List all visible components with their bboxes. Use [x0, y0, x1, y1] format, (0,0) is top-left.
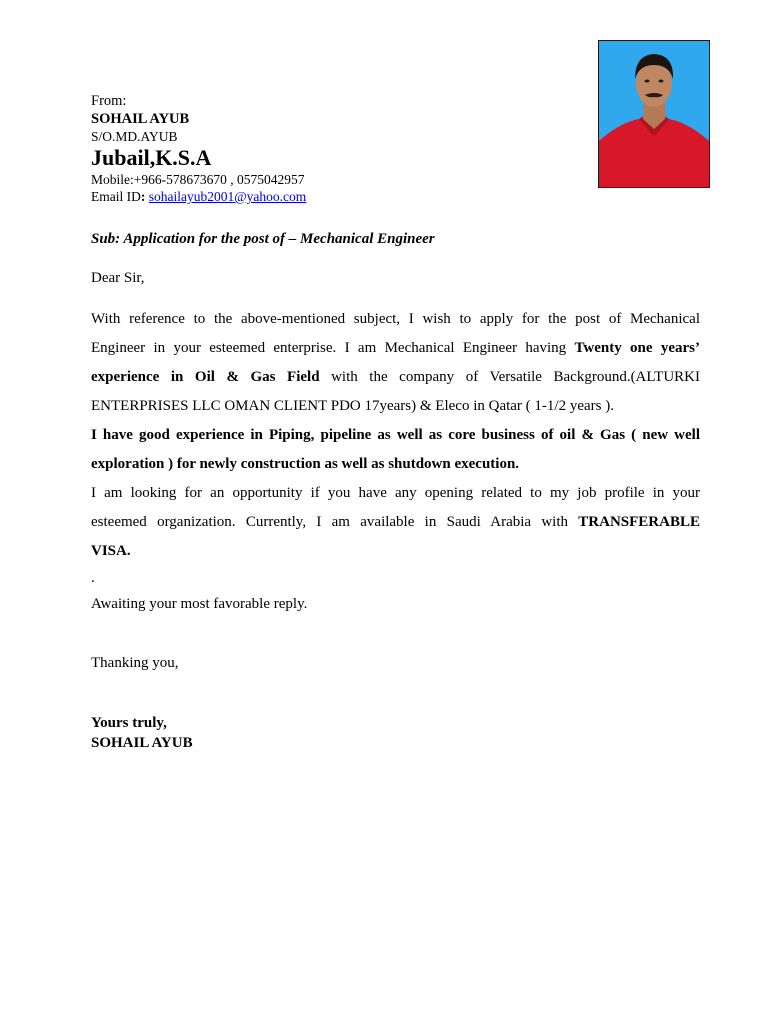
body-line: With reference to the above-mentioned subject, I wish to apply for the post of Mechanical	[91, 311, 700, 327]
dot-separator: .	[91, 570, 95, 586]
body-line	[91, 363, 700, 392]
letter-body	[91, 305, 700, 566]
body-line: I am looking for an opportunity if you have any opening related to my job profile in your	[91, 485, 700, 501]
body-line	[91, 508, 700, 537]
sender-address-block	[91, 92, 571, 205]
sender-parent: S/O.MD.AYUB	[91, 129, 178, 144]
awaiting-line: Awaiting your most favorable reply.	[91, 596, 308, 612]
email-colon: :	[140, 189, 149, 204]
salutation: Dear Sir,	[91, 270, 145, 286]
sender-name: SOHAIL AYUB	[91, 111, 190, 127]
body-line-bold: I have good experience in Piping, pipeline as well as core business of oil & Gas ( new well	[91, 427, 700, 443]
thanking-line: Thanking you,	[91, 655, 179, 671]
body-line: ENTERPRISES LLC OMAN CLIENT PDO 17years) & Eleco in Qatar ( 1-1/2 years ).	[91, 398, 614, 414]
sender-city: Jubail,K.S.A	[91, 145, 212, 170]
email-label: Email ID	[91, 189, 141, 204]
portrait-image	[599, 41, 709, 187]
body-line-bold: VISA.	[91, 543, 131, 559]
subject-line: Sub: Application for the post of – Mechanical Engineer	[91, 231, 435, 247]
body-text-segment: esteemed organization. Currently, I am available in Saudi Arabia with	[91, 514, 579, 530]
closing-name: SOHAIL AYUB	[91, 735, 193, 751]
body-text-bold: TRANSFERABLE	[578, 514, 700, 530]
closing-regards: Yours truly,	[91, 715, 167, 731]
from-label: From:	[91, 93, 127, 109]
body-text-bold: experience in Oil & Gas Field	[91, 369, 320, 385]
profile-photo	[598, 40, 710, 188]
body-line-bold: exploration ) for newly construction as well as shutdown execution.	[91, 456, 520, 472]
body-text-segment: Engineer in your esteemed enterprise. I am Mechanical Engineer having	[91, 340, 575, 356]
sender-mobile: Mobile:+966-578673670 , 0575042957	[91, 172, 305, 187]
body-text-bold: Twenty one years’	[574, 340, 700, 356]
body-line	[91, 334, 700, 363]
sender-email-line	[91, 188, 571, 205]
closing-block	[91, 713, 193, 753]
email-link[interactable]: sohailayub2001@yahoo.com	[148, 189, 307, 204]
body-text-segment: with the company of Versatile Background.(ALTURKI	[319, 369, 701, 385]
